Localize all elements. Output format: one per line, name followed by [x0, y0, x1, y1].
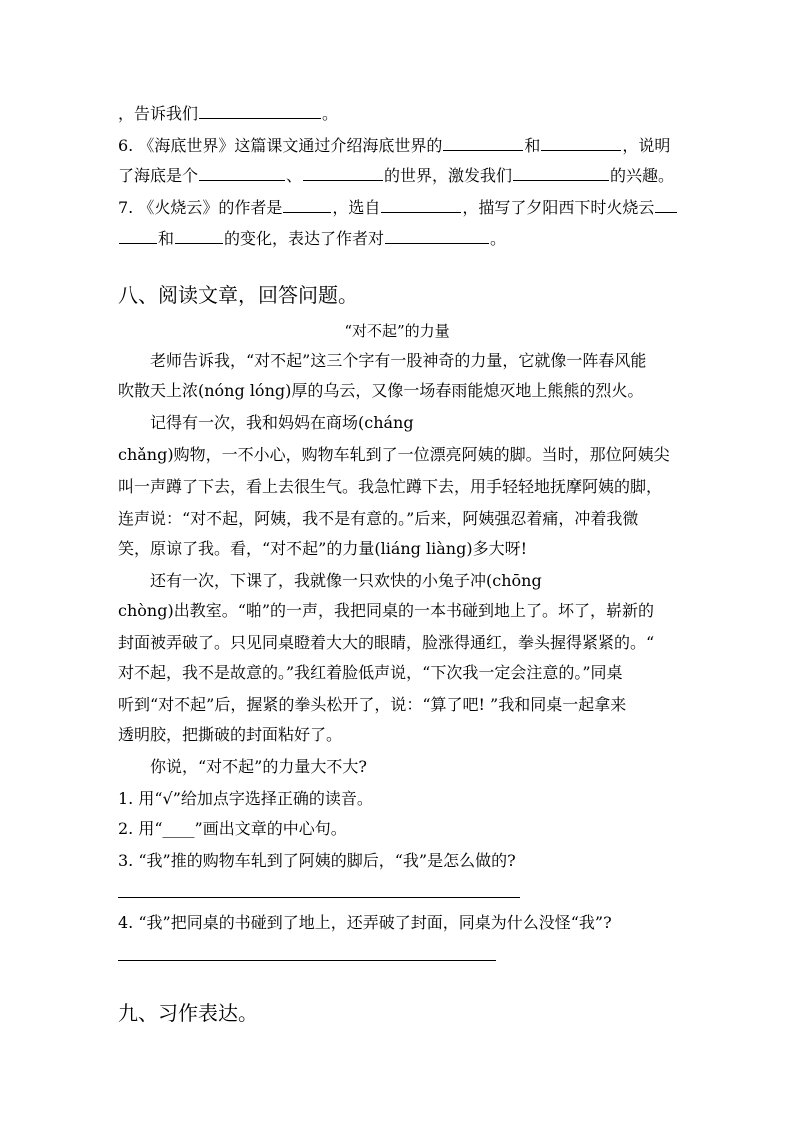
- passage-line: 还有一次，下课了，我就像一只欢快的小兔子冲(chōng: [150, 571, 542, 590]
- text: 7. 《火烧云》的作者是: [118, 198, 283, 217]
- question-4: 4. “我”把同桌的书碰到了地上，还弄破了封面，同桌为什么没怪“我”?: [118, 913, 612, 932]
- answer-blank[interactable]: [283, 196, 331, 213]
- text: ，说明: [622, 136, 671, 155]
- answer-line[interactable]: [118, 960, 496, 961]
- passage-line: 记得有一次，我和妈妈在商场(cháng: [150, 413, 414, 432]
- q6-line-2: [118, 164, 674, 187]
- section-title: 习作表达。: [158, 1001, 258, 1025]
- passage-line: 老师告诉我，“对不起”这三个字有一股神奇的力量，它就像一阵春风能: [150, 351, 647, 370]
- question-3: 3. “我”推的购物车轧到了阿姨的脚后，“我”是怎么做的?: [118, 851, 516, 870]
- answer-blank[interactable]: [199, 164, 285, 181]
- answer-blank[interactable]: [381, 196, 461, 213]
- answer-blank[interactable]: [513, 164, 609, 181]
- q7-line-a: [118, 196, 678, 219]
- passage-title: “对不起”的力量: [344, 322, 450, 340]
- text: ，告诉我们: [118, 104, 199, 123]
- text: 。: [322, 104, 339, 123]
- passage-line: 连声说：“对不起，阿姨，我不是有意的。”后来，阿姨强忍着痛，冲着我微: [118, 509, 639, 528]
- text: 。: [490, 229, 507, 248]
- passage-line: 吹散天上浓(nóng lóng)厚的乌云，又像一场春雨能熄灭地上熊熊的烈火。: [118, 381, 644, 400]
- passage-line: 笑，原谅了我。看，“对不起”的力量(liáng liàng)多大呀!: [118, 539, 528, 558]
- passage-line: 你说，“对不起”的力量大不大?: [150, 757, 367, 776]
- answer-blank[interactable]: [119, 227, 157, 244]
- text: 的世界，激发我们: [384, 166, 513, 185]
- answer-blank[interactable]: [175, 227, 223, 244]
- section-number: 九、: [118, 1001, 158, 1025]
- passage-line: chǎng)购物，一不小心，购物车轧到了一位漂亮阿姨的脚。当时，那位阿姨尖: [118, 445, 670, 464]
- passage-line: 对不起，我不是故意的。”我红着脸低声说，“下次我一定会注意的。”同桌: [118, 663, 623, 682]
- section-number: 八、: [118, 283, 158, 307]
- answer-blank[interactable]: [385, 227, 489, 244]
- passage-line: 封面被弄破了。只见同桌瞪着大大的眼睛，脸涨得通红，拳头握得紧紧的。“: [118, 633, 655, 652]
- section-9-heading: [118, 1000, 258, 1026]
- answer-blank[interactable]: [303, 164, 383, 181]
- answer-blank[interactable]: [443, 134, 523, 151]
- text: 了海底是个: [118, 166, 199, 185]
- text: 的变化，表达了作者对: [224, 229, 385, 248]
- question-2: 2. 用“____”画出文章的中心句。: [118, 819, 347, 838]
- text: 和: [524, 136, 541, 155]
- q7-line-1: [118, 102, 338, 125]
- passage-line: 听到“对不起”后，握紧的拳头松开了，说：“算了吧! ”我和同桌一起拿来: [118, 695, 627, 714]
- answer-blank[interactable]: [541, 134, 621, 151]
- section-8-heading: [118, 282, 358, 308]
- text: 6. 《海底世界》这篇课文通过介绍海底世界的: [118, 136, 443, 155]
- text: 和: [158, 229, 175, 248]
- answer-blank[interactable]: [655, 196, 677, 213]
- passage-line: chòng)出教室。“啪”的一声，我把同桌的一本书碰到地上了。坏了，崭新的: [118, 601, 655, 620]
- section-title: 阅读文章，回答问题。: [158, 283, 358, 307]
- passage-line: 透明胶，把撕破的封面粘好了。: [118, 725, 343, 744]
- text: 、: [286, 166, 303, 185]
- passage-line: 叫一声蹲了下去，看上去很生气。我急忙蹲下去，用手轻轻地抚摩阿姨的脚，: [118, 477, 663, 496]
- text: 的兴趣。: [610, 166, 675, 185]
- answer-blank[interactable]: [199, 102, 321, 119]
- answer-line[interactable]: [118, 897, 520, 898]
- text: ，描写了夕阳西下时火烧云: [462, 198, 655, 217]
- q6-line-1: [118, 134, 670, 157]
- text: ，选自: [332, 198, 381, 217]
- question-1: 1. 用“√”给加点字选择正确的读音。: [118, 789, 373, 808]
- q7-line-b: [118, 227, 506, 250]
